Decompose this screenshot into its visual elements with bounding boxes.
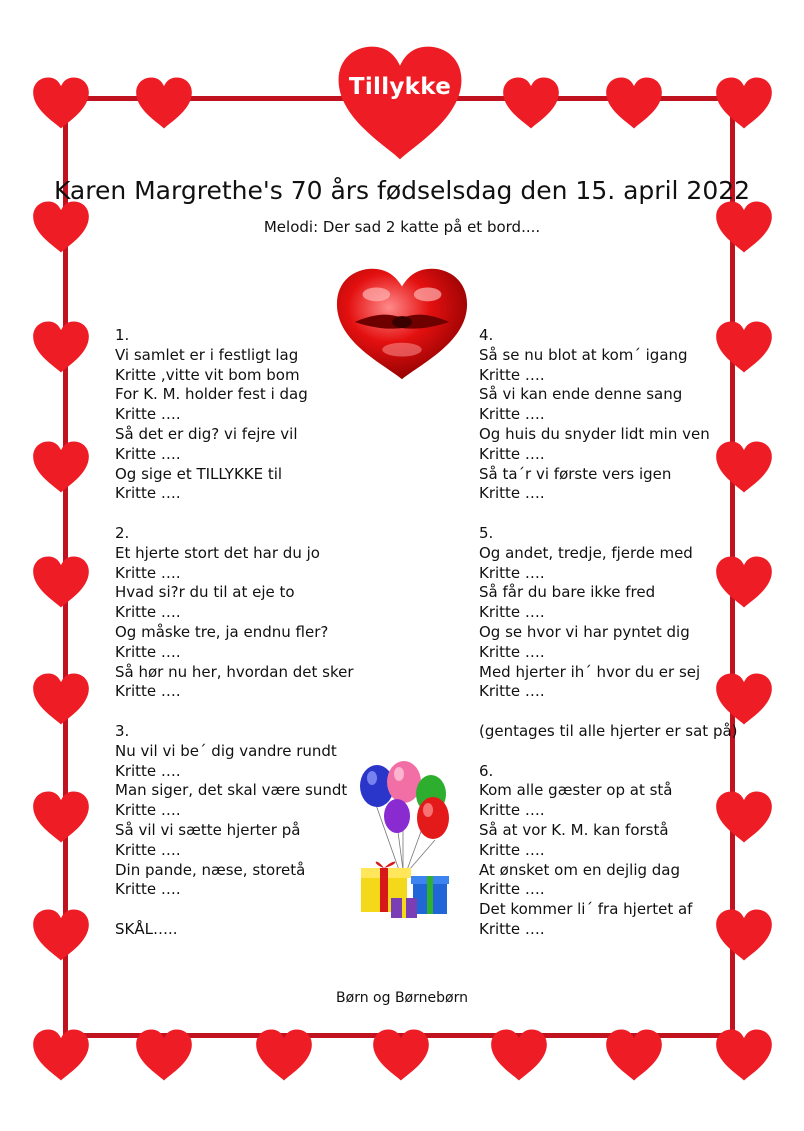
heart-icon — [255, 1028, 313, 1082]
verse-line: Så ta´r vi første vers igen — [479, 464, 672, 483]
heart-icon — [605, 76, 663, 130]
verse-line: Kritte …. — [115, 801, 181, 820]
verse-line: Det kommer li´ fra hjertet af — [479, 900, 693, 919]
page-title: Karen Margrethe's 70 års fødselsdag den 15. april 2022 — [53, 176, 751, 205]
verses-left — [115, 326, 354, 940]
verse-spacer — [115, 504, 354, 524]
heart-icon — [715, 1028, 773, 1082]
heart-icon — [135, 76, 193, 130]
verse-line: 1. — [115, 326, 130, 344]
tillykke-badge: Tillykke — [348, 74, 452, 100]
verse-line: 4. — [479, 326, 494, 344]
heart-icon — [490, 1028, 548, 1082]
verse-line: Kritte …. — [115, 563, 181, 582]
verse-line: Og huis du snyder lidt min ven — [479, 424, 710, 443]
verse-spacer — [115, 702, 354, 722]
verse-line: Kritte …. — [115, 840, 181, 859]
heart-icon — [32, 1028, 90, 1082]
verse-line: Så hør nu her, hvordan det sker — [115, 662, 354, 681]
verse-line: Og sige et TILLYKKE til — [115, 464, 283, 483]
verse-line: Kritte …. — [479, 444, 545, 463]
verse-line: (gentages til alle hjerter er sat på) — [479, 721, 738, 740]
verse-line: Og andet, tredje, fjerde med — [479, 543, 693, 562]
verse-line: Kritte ,vitte vit bom bom — [115, 365, 300, 384]
verse-line: Kritte …. — [115, 603, 181, 622]
verse-line: Din pande, næse, storetå — [115, 860, 306, 879]
verse-spacer — [115, 900, 354, 920]
verse-line: Nu vil vi be´ dig vandre rundt — [115, 741, 337, 760]
verse-line: Kritte …. — [115, 761, 181, 780]
verse-line: Kritte …. — [479, 484, 545, 503]
verse-line: Kritte …. — [479, 603, 545, 622]
verse-line: Så se nu blot at kom´ igang — [479, 345, 688, 364]
verse-line: Man siger, det skal være sundt — [115, 781, 348, 800]
verse-line: Og se hvor vi har pyntet dig — [479, 622, 690, 641]
melody-line: Melodi: Der sad 2 katte på et bord.... — [263, 218, 541, 236]
verse-line: Kritte …. — [115, 405, 181, 424]
heart-icon — [32, 320, 90, 374]
heart-icon — [605, 1028, 663, 1082]
signature: Børn og Børnebørn — [336, 990, 468, 1006]
verse-line: Kritte …. — [479, 840, 545, 859]
heart-icon — [372, 1028, 430, 1082]
heart-icon — [135, 1028, 193, 1082]
verse-line: Så det er dig? vi fejre vil — [115, 424, 298, 443]
heart-icon — [32, 672, 90, 726]
heart-icon — [32, 76, 90, 130]
verse-line: Et hjerte stort det har du jo — [115, 543, 320, 562]
verse-line: 3. — [115, 721, 130, 740]
verse-spacer — [479, 504, 738, 524]
gift-icon — [361, 862, 449, 918]
heart-icon — [502, 76, 560, 130]
heart-icon — [32, 555, 90, 609]
verse-line: Kritte …. — [115, 444, 181, 463]
verse-line: 5. — [479, 523, 494, 542]
verse-line: Kritte …. — [115, 880, 181, 899]
verse-line: 2. — [115, 523, 130, 542]
lips-icon — [333, 264, 471, 384]
tillykke-heart-icon — [336, 40, 464, 166]
verse-line: Så vil vi sætte hjerter på — [115, 820, 301, 839]
verse-spacer — [479, 702, 738, 722]
verse-line: Så vi kan ende denne sang — [479, 385, 683, 404]
verse-line: Kritte …. — [479, 405, 545, 424]
verse-line: Kritte …. — [115, 642, 181, 661]
verses-right — [479, 326, 738, 940]
verse-line: Så at vor K. M. kan forstå — [479, 820, 669, 839]
verse-line: Vi samlet er i festligt lag — [115, 345, 299, 364]
verse-line: 6. — [479, 761, 494, 780]
verse-line: For K. M. holder fest i dag — [115, 385, 308, 404]
verse-spacer — [479, 742, 738, 762]
verse-line: Med hjerter ih´ hvor du er sej — [479, 662, 701, 681]
verse-line: Kritte …. — [115, 484, 181, 503]
heart-icon — [32, 908, 90, 962]
verse-line: Kritte …. — [115, 682, 181, 701]
heart-icon — [32, 790, 90, 844]
verse-line: Kritte …. — [479, 365, 545, 384]
verse-line: Kritte …. — [479, 801, 545, 820]
verse-line: At ønsket om en dejlig dag — [479, 860, 681, 879]
verse-line: Kritte …. — [479, 682, 545, 701]
verse-line: Kritte …. — [479, 880, 545, 899]
balloons-icon — [357, 758, 453, 926]
verse-line: SKÅL….. — [115, 919, 178, 938]
verse-line: Kritte …. — [479, 919, 545, 938]
verse-line: Så får du bare ikke fred — [479, 583, 656, 602]
verse-line: Kom alle gæster op at stå — [479, 781, 673, 800]
heart-icon — [715, 76, 773, 130]
heart-icon — [32, 440, 90, 494]
verse-line: Kritte …. — [479, 563, 545, 582]
verse-line: Kritte …. — [479, 642, 545, 661]
verse-line: Og måske tre, ja endnu fler? — [115, 622, 329, 641]
verse-line: Hvad si?r du til at eje to — [115, 583, 295, 602]
